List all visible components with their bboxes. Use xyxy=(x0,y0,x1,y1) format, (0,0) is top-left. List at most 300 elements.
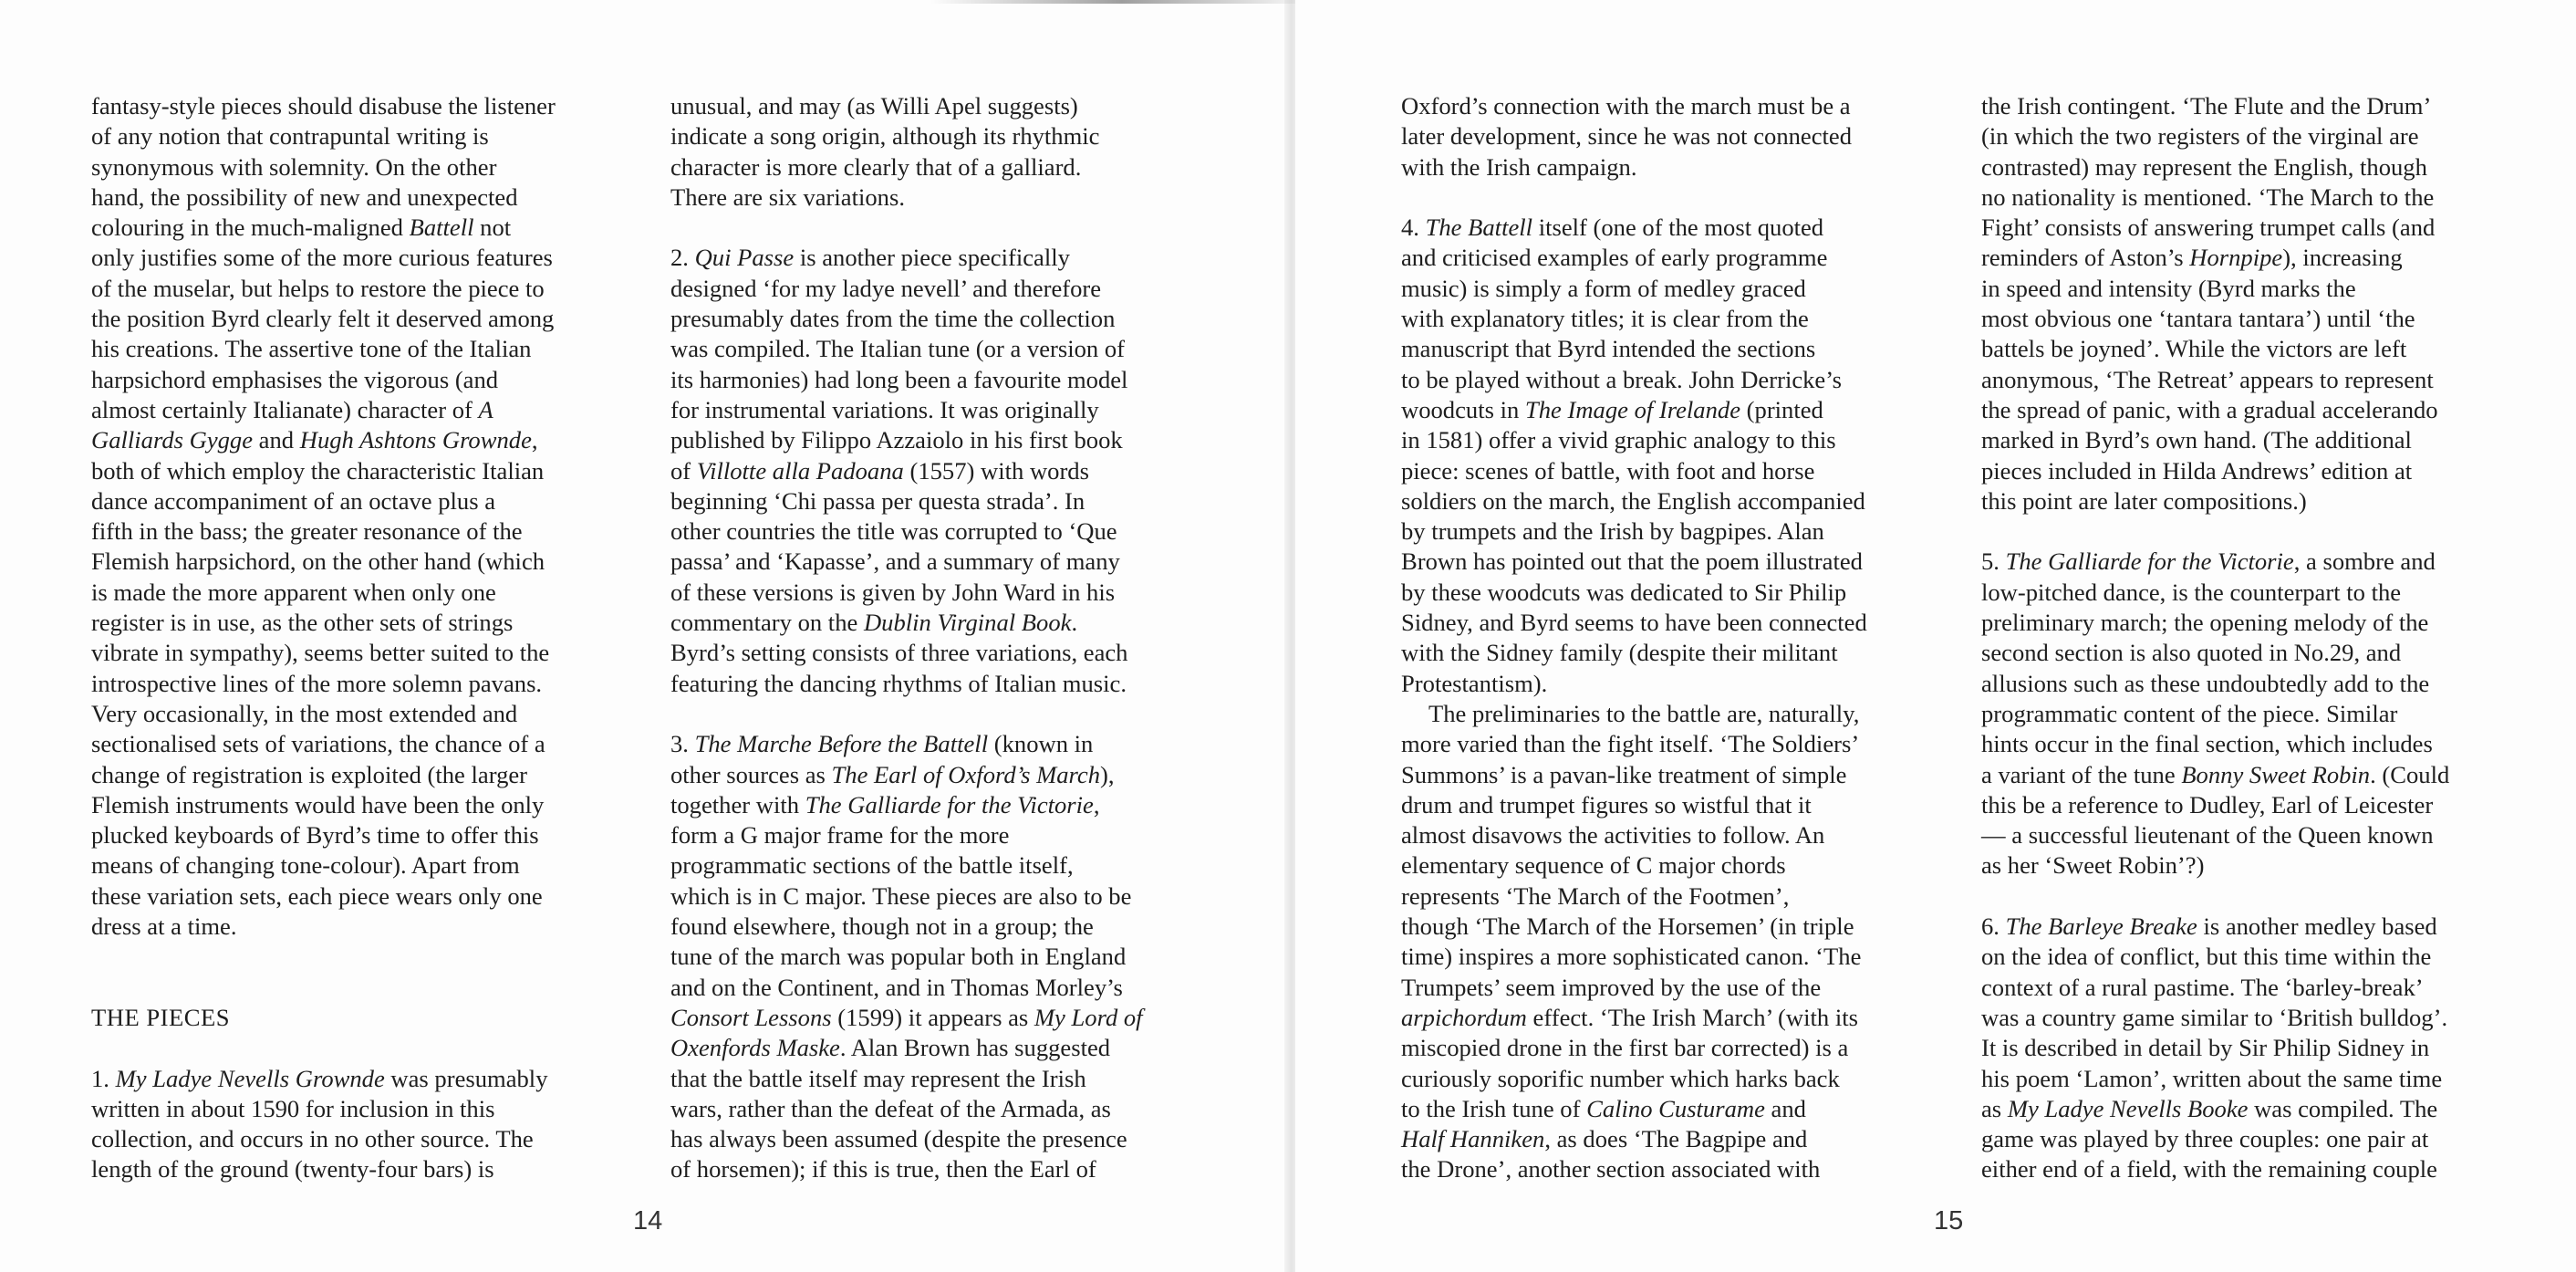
text-line xyxy=(1981,486,2449,516)
text-run: time) inspires a more sophisticated canon. ‘The xyxy=(1401,943,1862,971)
text-line xyxy=(91,91,556,121)
text-line xyxy=(1401,213,1867,243)
text-line xyxy=(670,152,1143,182)
text-line xyxy=(1401,152,1867,182)
text-run: almost certainly Italianate) character of xyxy=(91,395,479,423)
text-run: allusions such as these undoubtedly add to the xyxy=(1981,669,2430,697)
text-run: register is in use, as the other sets of strings xyxy=(91,609,514,637)
text-run: character is more clearly that of a galliard. xyxy=(670,152,1082,181)
page-number-right: 15 xyxy=(1934,1206,1964,1236)
text-line xyxy=(1981,912,2449,942)
text-line xyxy=(670,669,1143,699)
text-line xyxy=(91,182,556,213)
text-line xyxy=(1401,395,1867,425)
text-line xyxy=(1401,820,1867,850)
text-run: synonymous with solemnity. On the other xyxy=(91,152,497,181)
text-run: published by Filippo Azzaiolo in his first book xyxy=(670,426,1123,454)
text-run: of the muselar, but helps to restore the piece to xyxy=(91,274,545,302)
text-run: the Drone’, another section associated with xyxy=(1401,1155,1821,1183)
text-line xyxy=(1981,699,2449,729)
text-line xyxy=(1401,91,1867,121)
text-run: preliminary march; the opening melody of the xyxy=(1981,609,2429,637)
text-run: anonymous, ‘The Retreat’ appears to represent xyxy=(1981,365,2434,393)
text-line xyxy=(670,1064,1143,1094)
text-run: (1599) it appears as xyxy=(831,1003,1034,1031)
text-run: both of which employ the characteristic Italian xyxy=(91,456,545,485)
italic-title: A xyxy=(478,395,493,423)
text-run: It is described in detail by Sir Philip Sidney in xyxy=(1981,1034,2430,1062)
text-run: of these versions is given by John Ward in his xyxy=(670,578,1116,606)
text-run: for instrumental variations. It was originally xyxy=(670,395,1099,423)
text-run: (known in xyxy=(988,730,1094,758)
text-run: , a sombre and xyxy=(2293,547,2436,576)
text-line xyxy=(1401,456,1867,486)
top-edge-shadow xyxy=(930,0,1314,4)
text-line xyxy=(1981,942,2449,972)
text-line xyxy=(1981,1064,2449,1094)
text-line xyxy=(91,425,556,455)
text-run: , xyxy=(1093,790,1100,818)
text-line xyxy=(91,608,556,638)
text-line xyxy=(1981,213,2449,243)
text-run: woodcuts in xyxy=(1401,395,1525,423)
text-run: other countries the title was corrupted to ‘Que xyxy=(670,517,1117,546)
text-run: game was played by three couples: one pair at xyxy=(1981,1125,2429,1153)
text-run: The preliminaries to the battle are, naturally, xyxy=(1428,699,1860,727)
text-line xyxy=(1401,516,1867,547)
text-run: battels be joyned’. While the victors are left xyxy=(1981,335,2407,363)
text-line xyxy=(1401,881,1867,912)
text-run: 4. xyxy=(1401,214,1426,242)
text-run: Oxford’s connection with the march must be a xyxy=(1401,92,1851,120)
text-run: fantasy-style pieces should disabuse the listener xyxy=(91,92,556,120)
text-line xyxy=(1981,820,2449,850)
text-line xyxy=(1401,1064,1867,1094)
text-run: together with xyxy=(670,790,805,818)
text-line xyxy=(1981,456,2449,486)
text-run: 2. xyxy=(670,244,695,272)
text-line xyxy=(670,638,1143,668)
text-line xyxy=(1981,760,2449,790)
text-line xyxy=(1981,425,2449,455)
text-run: either end of a field, with the remaining couple xyxy=(1981,1155,2437,1183)
text-run: more varied than the fight itself. ‘The Soldiers’ xyxy=(1401,730,1860,758)
text-line xyxy=(670,547,1143,577)
text-run: in speed and intensity (Byrd marks the xyxy=(1981,274,2356,302)
text-line xyxy=(670,850,1143,881)
text-line xyxy=(91,729,556,759)
text-run: context of a rural pastime. The ‘barley-break’ xyxy=(1981,973,2424,1001)
text-line xyxy=(1981,669,2449,699)
section-heading xyxy=(91,1003,556,1033)
text-run: 6. xyxy=(1981,912,2006,941)
text-line xyxy=(1981,608,2449,638)
italic-title: My Ladye Nevells Grownde xyxy=(115,1064,385,1092)
text-line xyxy=(1401,973,1867,1003)
text-line xyxy=(91,243,556,273)
text-run: . Alan Brown has suggested xyxy=(839,1034,1111,1062)
text-run: no nationality is mentioned. ‘The March to the xyxy=(1981,182,2435,211)
left-page-column-1 xyxy=(91,91,556,1185)
text-line xyxy=(670,790,1143,820)
text-line xyxy=(1401,547,1867,577)
text-run: Flemish harpsichord, on the other hand (which xyxy=(91,547,545,576)
text-run: soldiers on the march, the English accompanied xyxy=(1401,486,1865,515)
italic-title: Qui Passe xyxy=(694,244,795,272)
italic-title: arpichordum xyxy=(1401,1003,1527,1031)
text-line xyxy=(1981,121,2449,151)
text-line xyxy=(1981,578,2449,608)
paragraph-gap xyxy=(91,1033,556,1063)
text-line xyxy=(91,1064,556,1094)
text-run: this be a reference to Dudley, Earl of Leicester xyxy=(1981,790,2434,818)
text-run: that the battle itself may represent the Irish xyxy=(670,1064,1086,1092)
text-line xyxy=(1981,395,2449,425)
text-line xyxy=(91,304,556,334)
italic-title: Bonny Sweet Robin xyxy=(2181,760,2371,788)
text-line xyxy=(1401,729,1867,759)
text-line xyxy=(670,243,1143,273)
text-run: marked in Byrd’s own hand. (The additional xyxy=(1981,426,2412,454)
text-run: Summons’ is a pavan-like treatment of simple xyxy=(1401,760,1847,788)
text-line xyxy=(1401,1094,1867,1124)
text-run: Flemish instruments would have been the only xyxy=(91,790,545,818)
text-line xyxy=(1401,243,1867,273)
paragraph-gap xyxy=(91,973,556,1003)
text-run: drum and trumpet figures so wistful that it xyxy=(1401,790,1812,818)
text-run: is another medley based xyxy=(2197,912,2437,941)
text-line xyxy=(1981,243,2449,273)
text-line xyxy=(1981,304,2449,334)
text-run: in 1581) offer a vivid graphic analogy to this xyxy=(1401,426,1836,454)
text-line xyxy=(670,1033,1143,1063)
text-run: Trumpets’ seem improved by the use of the xyxy=(1401,973,1822,1001)
text-run: piece: scenes of battle, with foot and horse xyxy=(1401,456,1815,485)
italic-title: Oxenfords Maske xyxy=(670,1034,840,1062)
text-run: and xyxy=(1764,1094,1806,1122)
text-run: programmatic content of the piece. Similar xyxy=(1981,699,2398,727)
text-run: written in about 1590 for inclusion in this xyxy=(91,1094,495,1122)
italic-title: Battell xyxy=(409,214,474,242)
text-line xyxy=(1981,1003,2449,1033)
text-line xyxy=(1981,1033,2449,1063)
italic-title: The Battell xyxy=(1425,214,1533,242)
text-line xyxy=(91,790,556,820)
text-line xyxy=(1401,912,1867,942)
text-run: represents ‘The March of the Footmen’, xyxy=(1401,881,1790,910)
text-line xyxy=(670,304,1143,334)
text-run: almost disavows the activities to follow. An xyxy=(1401,821,1825,850)
text-run: curiously soporific number which harks back xyxy=(1401,1064,1840,1092)
text-line xyxy=(1401,1124,1867,1154)
text-line xyxy=(1401,1033,1867,1063)
text-line xyxy=(1981,547,2449,577)
paragraph-gap xyxy=(1981,881,2449,912)
text-line xyxy=(91,850,556,881)
text-run: not xyxy=(473,214,512,242)
text-line xyxy=(1981,334,2449,364)
text-line xyxy=(670,182,1143,213)
text-line xyxy=(670,820,1143,850)
italic-title: The Galliarde for the Victorie xyxy=(2005,547,2294,576)
text-run: by trumpets and the Irish by bagpipes. Alan xyxy=(1401,517,1824,546)
text-line xyxy=(1981,1154,2449,1184)
text-line xyxy=(670,942,1143,972)
text-run: ), increasing xyxy=(2282,244,2403,272)
text-line xyxy=(1401,669,1867,699)
text-run: with the Irish campaign. xyxy=(1401,152,1637,181)
text-line xyxy=(91,334,556,364)
text-run: is made the more apparent when only one xyxy=(91,578,496,606)
text-run: elementary sequence of C major chords xyxy=(1401,851,1786,880)
text-run: harpsichord emphasises the vigorous (and xyxy=(91,365,499,393)
text-run: his poem ‘Lamon’, written about the same time xyxy=(1981,1064,2443,1092)
paragraph-gap xyxy=(1981,516,2449,547)
text-line xyxy=(91,486,556,516)
paragraph-gap xyxy=(91,942,556,972)
text-run: unusual, and may (as Willi Apel suggests) xyxy=(670,92,1078,120)
text-line xyxy=(1981,91,2449,121)
text-run: itself (one of the most quoted xyxy=(1532,214,1824,242)
text-run: commentary on the xyxy=(670,609,864,637)
text-run: reminders of Aston’s xyxy=(1981,244,2190,272)
text-run: effect. ‘The Irish March’ (with its xyxy=(1526,1003,1858,1031)
text-run: Sidney, and Byrd seems to have been connected xyxy=(1401,609,1867,637)
left-page-column-2 xyxy=(670,91,1143,1185)
text-run: hints occur in the final section, which includes xyxy=(1981,730,2433,758)
text-line xyxy=(1401,121,1867,151)
text-run: 1. xyxy=(91,1064,116,1092)
text-run: featuring the dancing rhythms of Italian music. xyxy=(670,669,1127,697)
text-run: plucked keyboards of Byrd’s time to offer this xyxy=(91,821,539,850)
text-run: fifth in the bass; the greater resonance of the xyxy=(91,517,523,546)
text-run: only justifies some of the more curious features xyxy=(91,244,553,272)
text-run: dance accompaniment of an octave plus a xyxy=(91,486,496,515)
text-line xyxy=(91,152,556,182)
text-line xyxy=(91,274,556,304)
text-run: (1557) with words xyxy=(903,456,1089,485)
text-line xyxy=(1401,760,1867,790)
italic-title: Galliards Gygge xyxy=(91,426,254,454)
text-run: and on the Continent, and in Thomas Morley’s xyxy=(670,973,1123,1001)
text-run: Very occasionally, in the most extended and xyxy=(91,699,518,727)
text-line xyxy=(670,578,1143,608)
text-line xyxy=(670,91,1143,121)
text-line xyxy=(1981,152,2449,182)
text-line xyxy=(670,729,1143,759)
text-run: Fight’ consists of answering trumpet calls (and xyxy=(1981,214,2436,242)
text-run: colouring in the much-maligned xyxy=(91,214,410,242)
text-run: a variant of the tune xyxy=(1981,760,2182,788)
text-run: length of the ground (twenty-four bars) is xyxy=(91,1155,494,1183)
text-line xyxy=(91,881,556,912)
text-run: Brown has pointed out that the poem illustrated xyxy=(1401,547,1863,576)
text-run: Byrd’s setting consists of three variations, each xyxy=(670,639,1128,667)
text-run: manuscript that Byrd intended the sections xyxy=(1401,335,1816,363)
text-line xyxy=(1981,973,2449,1003)
text-run: , xyxy=(531,426,538,454)
text-run: on the idea of conflict, but this time within the xyxy=(1981,943,2432,971)
text-run: ), xyxy=(1100,760,1115,788)
text-line xyxy=(1401,1154,1867,1184)
text-line xyxy=(670,1094,1143,1124)
text-run: his creations. The assertive tone of the Italian xyxy=(91,335,532,363)
text-line xyxy=(91,760,556,790)
text-run: though ‘The March of the Horsemen’ (in triple xyxy=(1401,912,1854,941)
text-line xyxy=(670,1003,1143,1033)
text-run: has always been assumed (despite the presence xyxy=(670,1125,1127,1153)
text-run: the spread of panic, with a gradual accelerando xyxy=(1981,395,2438,423)
text-run: to the Irish tune of xyxy=(1401,1094,1587,1122)
text-run: 5. xyxy=(1981,547,2006,576)
text-run: second section is also quoted in No.29, and xyxy=(1981,639,2402,667)
text-line xyxy=(1401,365,1867,395)
text-run: of xyxy=(670,456,697,485)
right-page-column-1 xyxy=(1401,91,1867,1185)
text-line xyxy=(91,395,556,425)
text-line xyxy=(91,669,556,699)
italic-title: Half Hanniken xyxy=(1401,1125,1545,1153)
italic-title: Hugh Ashtons Grownde xyxy=(299,426,532,454)
italic-title: Calino Custurame xyxy=(1586,1094,1765,1122)
text-run: and criticised examples of early programme xyxy=(1401,244,1828,272)
text-run: is another piece specifically xyxy=(794,244,1070,272)
italic-title: The Barleye Breake xyxy=(2005,912,2197,941)
text-line xyxy=(91,1154,556,1184)
text-line xyxy=(1981,182,2449,213)
text-run: There are six variations. xyxy=(670,182,905,211)
text-run: , as does ‘The Bagpipe and xyxy=(1544,1125,1808,1153)
paragraph-gap xyxy=(1401,182,1867,213)
text-line xyxy=(1401,942,1867,972)
text-line xyxy=(91,912,556,942)
italic-title: My Ladye Nevells Booke xyxy=(2007,1094,2249,1122)
text-run: was compiled. The xyxy=(2248,1094,2438,1122)
text-run: this point are later compositions.) xyxy=(1981,486,2307,515)
text-run: form a G major frame for the more xyxy=(670,821,1010,850)
text-line xyxy=(1981,790,2449,820)
text-line xyxy=(670,486,1143,516)
text-line xyxy=(1401,274,1867,304)
text-run: Protestantism). xyxy=(1401,669,1548,697)
text-line xyxy=(91,516,556,547)
text-run: was presumably xyxy=(384,1064,548,1092)
text-run: the position Byrd clearly felt it deserved among xyxy=(91,305,555,333)
text-line xyxy=(670,425,1143,455)
text-line xyxy=(670,395,1143,425)
text-line xyxy=(1401,304,1867,334)
text-line xyxy=(670,1154,1143,1184)
text-line xyxy=(670,274,1143,304)
text-run: with the Sidney family (despite their militant xyxy=(1401,639,1838,667)
italic-title: Villotte alla Padoana xyxy=(696,456,904,485)
text-run: with explanatory titles; it is clear from the xyxy=(1401,305,1809,333)
italic-title: The Image of Irelande xyxy=(1524,395,1741,423)
text-line xyxy=(1981,274,2449,304)
text-line xyxy=(670,760,1143,790)
page-number-left: 14 xyxy=(633,1206,663,1236)
italic-title: The Marche Before the Battell xyxy=(694,730,989,758)
text-run: by these woodcuts was dedicated to Sir Philip xyxy=(1401,578,1847,606)
text-line xyxy=(1981,365,2449,395)
text-line xyxy=(1981,1124,2449,1154)
text-run: tune of the march was popular both in England xyxy=(670,943,1127,971)
italic-title: My Lord of xyxy=(1034,1003,1143,1031)
text-line xyxy=(1401,608,1867,638)
text-run: to be played without a break. John Derricke’s xyxy=(1401,365,1842,393)
text-line xyxy=(91,699,556,729)
italic-title: Hornpipe xyxy=(2189,244,2283,272)
text-run: vibrate in sympathy), seems better suited to the xyxy=(91,639,550,667)
text-line xyxy=(670,973,1143,1003)
text-run: as xyxy=(1981,1094,2008,1122)
text-line xyxy=(1401,638,1867,668)
text-run: means of changing tone-colour). Apart from xyxy=(91,851,520,880)
text-run: other sources as xyxy=(670,760,832,788)
text-line xyxy=(91,121,556,151)
text-line xyxy=(670,912,1143,942)
text-run: . (Could xyxy=(2370,760,2450,788)
italic-title: The Earl of Oxford’s March xyxy=(831,760,1100,788)
text-run: dress at a time. xyxy=(91,912,237,941)
text-line xyxy=(1981,729,2449,759)
text-line xyxy=(91,638,556,668)
text-run: as her ‘Sweet Robin’?) xyxy=(1981,851,2205,880)
text-line xyxy=(91,456,556,486)
text-run: low-pitched dance, is the counterpart to the xyxy=(1981,578,2402,606)
text-run: found elsewhere, though not in a group; the xyxy=(670,912,1094,941)
text-run: of any notion that contrapuntal writing is xyxy=(91,122,489,151)
text-run: introspective lines of the more solemn pavans. xyxy=(91,669,543,697)
text-line xyxy=(91,213,556,243)
text-line xyxy=(1401,425,1867,455)
text-line xyxy=(670,1124,1143,1154)
text-run: THE PIECES xyxy=(91,1003,231,1031)
text-run: indicate a song origin, although its rhythmic xyxy=(670,122,1100,151)
text-line xyxy=(91,1124,556,1154)
text-run: of horsemen); if this is true, then the Earl of xyxy=(670,1155,1096,1183)
text-run: contrasted) may represent the English, though xyxy=(1981,152,2427,181)
italic-title: Dublin Virginal Book xyxy=(863,609,1072,637)
paragraph-gap xyxy=(670,699,1143,729)
text-run: was compiled. The Italian tune (or a version of xyxy=(670,335,1125,363)
text-run: miscopied drone in the first bar corrected) is a xyxy=(1401,1034,1849,1062)
text-run: pieces included in Hilda Andrews’ edition at xyxy=(1981,456,2413,485)
text-run: which is in C major. These pieces are also to be xyxy=(670,881,1132,910)
paragraph-gap xyxy=(670,213,1143,243)
text-run: and xyxy=(253,426,300,454)
text-run: most obvious one ‘tantara tantara’) until ‘the xyxy=(1981,305,2415,333)
italic-title: The Galliarde for the Victorie xyxy=(805,790,1094,818)
right-page-column-2 xyxy=(1981,91,2449,1185)
text-line xyxy=(670,365,1143,395)
text-run: passa’ and ‘Kapasse’, and a summary of many xyxy=(670,547,1120,576)
text-line xyxy=(1401,850,1867,881)
text-line xyxy=(670,121,1143,151)
text-run: beginning ‘Chi passa per questa strada’. In xyxy=(670,486,1085,515)
text-line xyxy=(91,578,556,608)
text-line xyxy=(1981,638,2449,668)
text-line xyxy=(1981,1094,2449,1124)
text-run: programmatic sections of the battle itself, xyxy=(670,851,1074,880)
text-line xyxy=(1401,486,1867,516)
text-line xyxy=(91,547,556,577)
italic-title: Consort Lessons xyxy=(670,1003,832,1031)
text-line xyxy=(670,516,1143,547)
text-run: change of registration is exploited (the larger xyxy=(91,760,528,788)
text-line xyxy=(670,334,1143,364)
text-run: 3. xyxy=(670,730,695,758)
